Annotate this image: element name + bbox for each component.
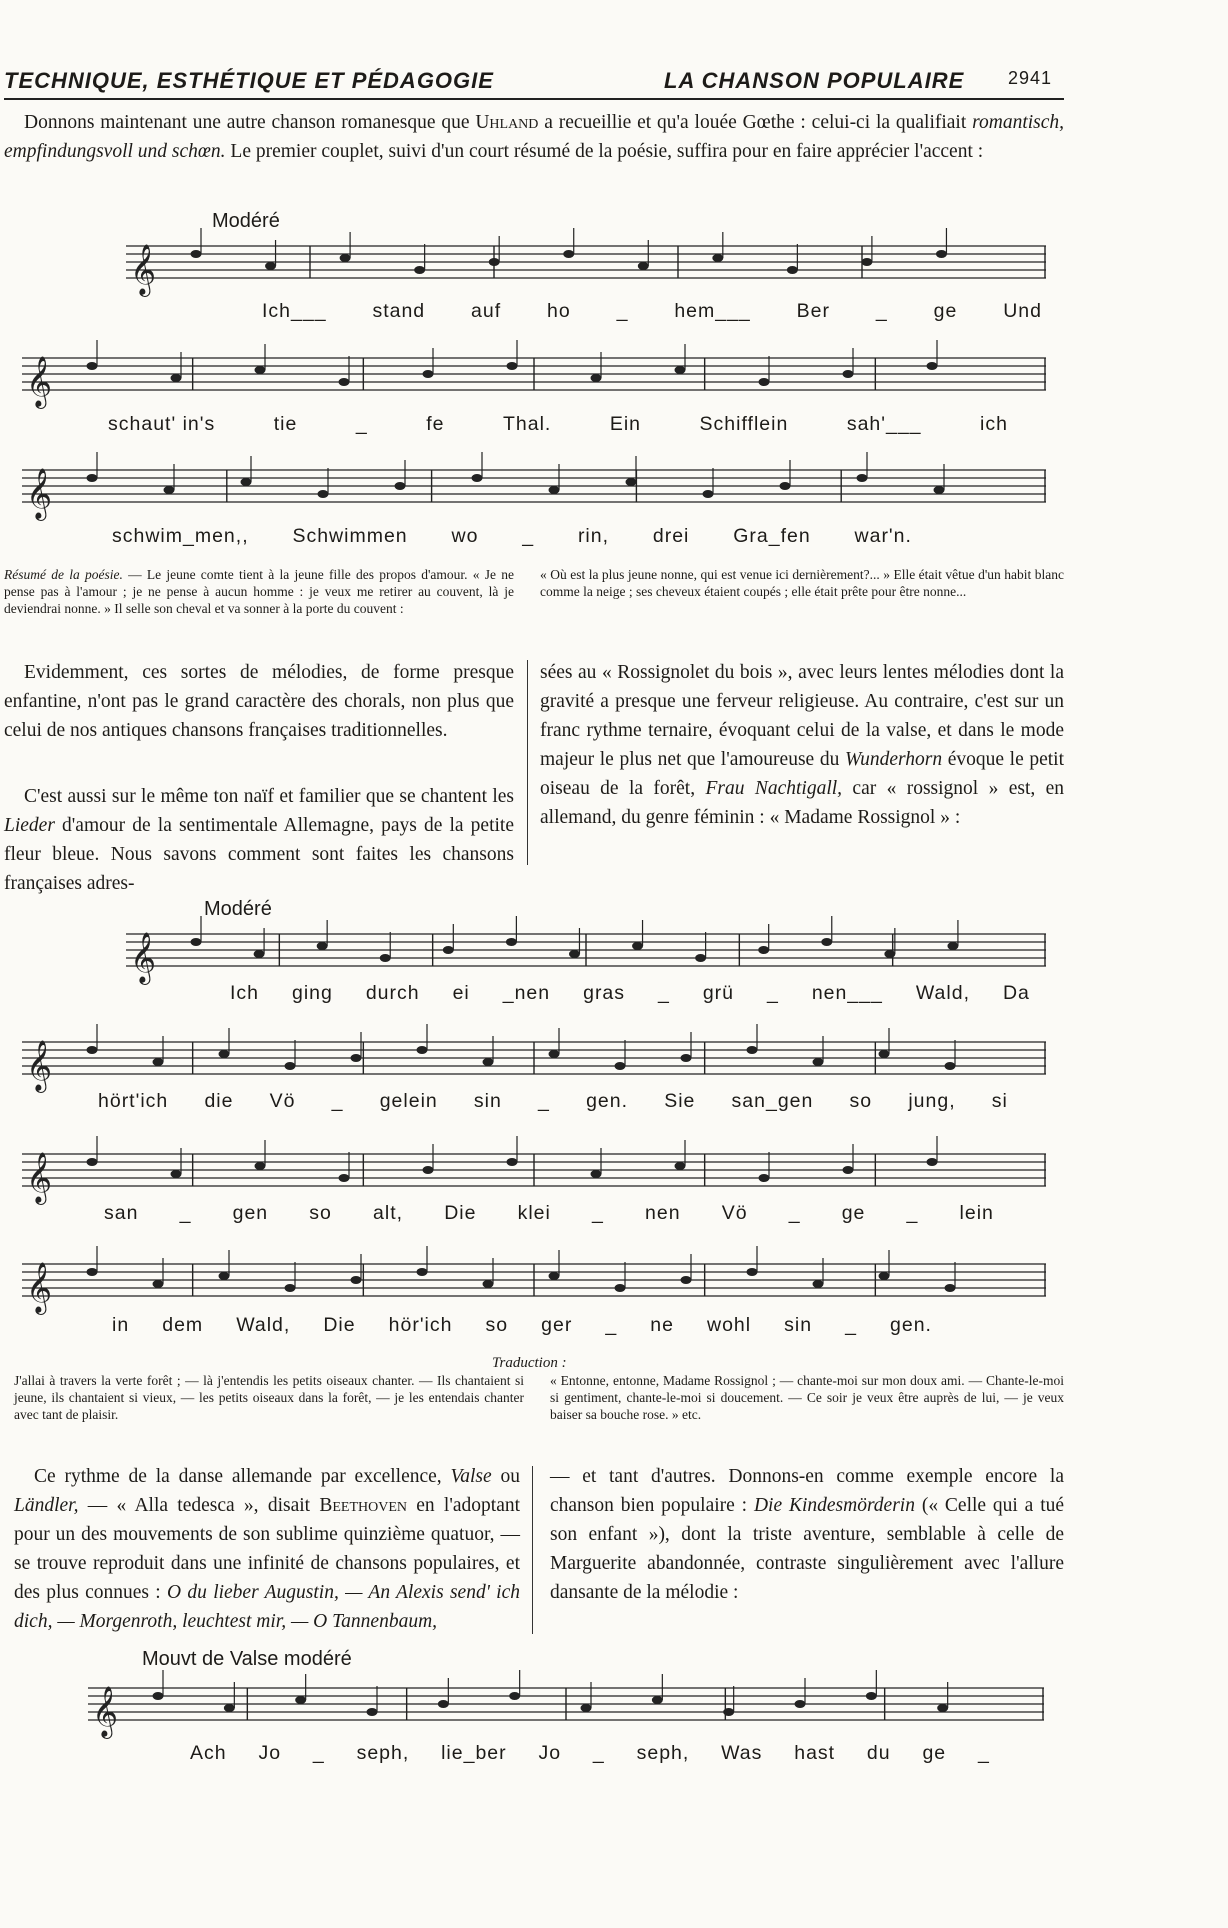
lyric-syllable: ge: [933, 300, 958, 322]
translation-right: « Entonne, entonne, Madame Rossignol ; — chante-moi sur mon doux ami. — Chante-le-moi si gentiment, chante-le-moi si doucement. — Ce soir je veux être auprès de lui, — je veux baiser sa bouche rose. » etc.: [550, 1373, 1064, 1422]
lyric-syllable: so: [849, 1090, 873, 1112]
note-head: [153, 1058, 164, 1066]
lyric-syllable: ger: [541, 1314, 573, 1336]
lyric-syllable: ging: [291, 982, 333, 1004]
lyric-syllable: _: [331, 1090, 344, 1112]
note-head: [549, 1050, 560, 1058]
resume-right: « Où est la plus jeune nonne, qui est venue ici dernièrement?... » Elle était vêtue d'un habit blanc comme la neige ; ses cheveux étaient coupés ; elle était prête pour être nonne...: [540, 567, 1064, 599]
note-head: [821, 938, 832, 946]
note-head: [681, 1054, 692, 1062]
lyric-syllable: _: [788, 1202, 801, 1224]
body2-left-titles: O du lieber Augustin, — An Alexis send' ich dich, — Morgenroth, leuchtest mir, — O Tannenbaum,: [14, 1582, 520, 1632]
note-head: [569, 950, 580, 958]
lyric-syllable: ge: [922, 1742, 947, 1764]
lyric-syllable: _nen: [502, 982, 551, 1004]
note-head: [652, 1696, 663, 1704]
resume-left: [4, 566, 514, 617]
intro-text-1: Donnons maintenant une autre chanson romanesque que: [24, 112, 470, 133]
note-head: [395, 482, 406, 490]
note-head: [509, 1692, 520, 1700]
lyric-syllable: hört'ich: [98, 1090, 169, 1112]
note-head: [380, 954, 391, 962]
lyric-syllable: Wald,: [915, 982, 970, 1004]
music2-staff-1: [126, 926, 1046, 982]
music1-staff-2: [22, 350, 1046, 406]
lyric-syllable: _: [179, 1202, 192, 1224]
music3-tempo: Mouvt de Valse modéré: [142, 1648, 352, 1670]
lyric-syllable: Gra_fen: [733, 525, 811, 547]
lyric-syllable: _: [355, 413, 368, 435]
body2-right: [550, 1462, 1064, 1607]
music2-staff-2: [22, 1034, 1046, 1090]
lyric-syllable: si: [991, 1090, 1008, 1112]
header-rule: [4, 98, 1064, 100]
lyric-syllable: Ich___: [262, 300, 327, 322]
note-head: [703, 490, 714, 498]
note-head: [87, 474, 98, 482]
intro-text-2: a recueillie et qu'a louée Gœthe : celui-ci la qualifiait: [544, 112, 967, 133]
note-head: [241, 478, 252, 486]
lyric-syllable: Ach: [190, 1742, 227, 1764]
lyric-syllable: Die: [323, 1314, 356, 1336]
note-head: [489, 258, 500, 266]
note-head: [945, 1284, 956, 1292]
body2-left-1: Ce rythme de la danse allemande par excellence,: [34, 1466, 442, 1487]
note-head: [937, 1704, 948, 1712]
note-head: [507, 1158, 518, 1166]
lyric-syllable: Vö: [721, 1202, 748, 1224]
body2-left-landler: Ländler,: [14, 1495, 79, 1516]
translation-left: J'allai à travers la verte forêt ; — là j'entendis les petits oiseaux chanter. — Ils chantaient si jeune, ils chantaient si vieux, — les petits oiseaux dans la forêt, — je les entendais chanter avec tant de plaisir.: [14, 1373, 524, 1422]
lyric-syllable: ho: [547, 300, 571, 322]
lyric-syllable: Thal.: [502, 413, 552, 435]
note-head: [681, 1276, 692, 1284]
music2-lyrics-4: [112, 1314, 932, 1337]
note-head: [171, 1170, 182, 1178]
body1-left-p2-c: d'amour de la sentimentale Allemagne, pays de la petite fleur bleue. Nous savons comment sont faites les chansons françaises adres-: [4, 815, 514, 894]
treble-clef-icon: 𝄞: [26, 1152, 53, 1203]
note-head: [191, 250, 202, 258]
lyric-syllable: schaut' in's: [108, 413, 216, 435]
lyric-syllable: wohl: [707, 1314, 752, 1336]
note-head: [164, 486, 175, 494]
note-head: [843, 1166, 854, 1174]
note-head: [153, 1692, 164, 1700]
note-head: [866, 1692, 877, 1700]
translation-heading: Traduction :: [492, 1355, 567, 1371]
lyric-syllable: san: [104, 1202, 139, 1224]
note-head: [723, 1708, 734, 1716]
treble-clef-icon: 𝄞: [26, 356, 53, 407]
intro-paragraph: [4, 108, 1064, 166]
note-head: [414, 266, 425, 274]
lyric-syllable: Sie: [664, 1090, 696, 1112]
music2-staff-3: [22, 1146, 1046, 1202]
lyric-syllable: gen.: [586, 1090, 629, 1112]
note-head: [615, 1284, 626, 1292]
lyric-syllable: ich: [980, 413, 1008, 435]
lyric-syllable: _: [766, 982, 779, 1004]
body2-left-ou: ou: [500, 1466, 521, 1487]
lyric-syllable: _: [875, 300, 888, 322]
body1-right-a: sées au « Rossignolet du bois », avec leurs lentes mélodies dont la gravité a presque une ferveur religieuse. Au contraire, c'est sur un franc rythme ternaire, évoquant celui de la valse, et dans le mode majeur le plus net que l'amoureuse du: [540, 662, 1064, 770]
lyric-syllable: rin,: [577, 525, 610, 547]
lyric-syllable: Ein: [609, 413, 642, 435]
lyric-syllable: Jo: [258, 1742, 282, 1764]
lyric-syllable: Ich: [230, 982, 260, 1004]
music2-staff-4: [22, 1256, 1046, 1312]
note-head: [747, 1268, 758, 1276]
lyric-syllable: durch: [365, 982, 420, 1004]
note-head: [87, 1046, 98, 1054]
note-head: [483, 1280, 494, 1288]
note-head: [795, 1700, 806, 1708]
note-head: [339, 378, 350, 386]
lyric-syllable: _: [906, 1202, 919, 1224]
lyric-syllable: sah'___: [846, 413, 922, 435]
lyric-syllable: so: [485, 1314, 509, 1336]
note-head: [340, 254, 351, 262]
note-head: [759, 378, 770, 386]
note-head: [423, 1166, 434, 1174]
note-head: [861, 258, 872, 266]
lyric-syllable: hast: [794, 1742, 836, 1764]
music3-staff-1: [88, 1680, 1044, 1736]
lyric-syllable: nen: [645, 1202, 681, 1224]
lyric-syllable: in: [112, 1314, 130, 1336]
music1-staff-3: [22, 462, 1046, 518]
lyric-syllable: nen___: [811, 982, 883, 1004]
lyric-syllable: _: [538, 1090, 550, 1112]
lyric-syllable: fe: [426, 413, 445, 435]
music1-tempo: Modéré: [212, 210, 280, 232]
note-head: [638, 262, 649, 270]
note-head: [936, 250, 947, 258]
body1-left-p2: [4, 782, 514, 898]
lyric-syllable: hem___: [674, 300, 751, 322]
lyric-syllable: die: [204, 1090, 234, 1112]
note-head: [549, 1272, 560, 1280]
lyric-syllable: sin: [784, 1314, 813, 1336]
lyric-syllable: auf: [471, 300, 502, 322]
music1-lyrics-2: [108, 413, 1008, 436]
page-number: 2941: [1008, 68, 1053, 88]
note-head: [927, 362, 938, 370]
note-head: [581, 1704, 592, 1712]
note-head: [443, 946, 454, 954]
lyric-syllable: tie: [273, 413, 298, 435]
intro-text-3: Le premier couplet, suivi d'un court résumé de la poésie, suffira pour en faire apprécier l'accent :: [230, 141, 984, 162]
note-head: [506, 938, 517, 946]
lyric-syllable: grü: [702, 982, 735, 1004]
note-head: [675, 1162, 686, 1170]
lyric-syllable: san_gen: [731, 1090, 814, 1112]
note-head: [367, 1708, 378, 1716]
treble-clef-icon: 𝄞: [130, 932, 157, 983]
lyric-syllable: Vö: [269, 1090, 296, 1112]
running-head-left: TECHNIQUE, ESTHÉTIQUE ET PÉDAGOGIE: [4, 68, 494, 93]
lyric-syllable: sin: [473, 1090, 502, 1112]
note-head: [255, 366, 266, 374]
note-head: [219, 1050, 230, 1058]
running-head-right: LA CHANSON POPULAIRE: [664, 68, 965, 93]
body1-right-wunderhorn: Wunderhorn: [844, 749, 943, 770]
lyric-syllable: _: [592, 1742, 605, 1764]
treble-clef-icon: 𝄞: [130, 244, 157, 295]
note-head: [317, 942, 328, 950]
lyric-syllable: seph,: [356, 1742, 410, 1764]
note-head: [758, 946, 769, 954]
resume-label: Résumé de la poésie.: [4, 567, 123, 582]
note-head: [591, 1170, 602, 1178]
note-head: [712, 254, 723, 262]
body2-left-valse: Valse: [450, 1466, 492, 1487]
lyric-syllable: ne: [650, 1314, 674, 1336]
note-head: [591, 374, 602, 382]
note-head: [417, 1268, 428, 1276]
lyric-syllable: dem: [162, 1314, 204, 1336]
lyric-syllable: _: [845, 1314, 857, 1336]
note-head: [285, 1284, 296, 1292]
lyric-syllable: gen: [232, 1202, 269, 1224]
note-head: [153, 1280, 164, 1288]
lyric-syllable: _: [522, 525, 535, 547]
note-head: [351, 1054, 362, 1062]
lyric-syllable: _: [592, 1202, 604, 1224]
treble-clef-icon: 𝄞: [26, 1040, 53, 1091]
lyric-syllable: Schwimmen: [292, 525, 408, 547]
note-head: [507, 362, 518, 370]
note-head: [626, 478, 637, 486]
intro-name-uhland: Uhland: [475, 112, 539, 133]
body1-right-e: car « rossignol » est, en allemand, du genre féminin : « Madame Rossignol » :: [540, 778, 1065, 828]
lyric-syllable: alt,: [373, 1202, 404, 1224]
music2-lyrics-1: [230, 982, 1030, 1005]
body2-left-beethoven: Beethoven: [319, 1495, 407, 1516]
body1-right-c: évoque le petit oiseau de la forêt,: [540, 749, 1065, 799]
note-head: [87, 1158, 98, 1166]
note-head: [549, 486, 560, 494]
body2-left-7: en l'adoptant pour un des mouvements de son sublime quinzième quatuor, — se trouve reproduit dans une infinité de chansons populaires, et des plus connues :: [14, 1495, 521, 1603]
lyric-syllable: so: [309, 1202, 332, 1224]
note-head: [857, 474, 868, 482]
resume-left-text: — Le jeune comte tient à la jeune fille des propos d'amour. « Je ne pense pas à l'amour ; je ne pense à aucun homme : je veux me retirer au couvent, là je deviendrai nonne. » Il selle son cheval et va sonner à la porte du couvent :: [4, 567, 515, 616]
treble-clef-icon: 𝄞: [92, 1686, 119, 1737]
body1-left-p2-lieder: Lieder: [4, 815, 55, 836]
note-head: [947, 942, 958, 950]
note-head: [695, 954, 706, 962]
lyric-syllable: lie_ber: [441, 1742, 507, 1764]
note-head: [884, 950, 895, 958]
body2-right-1: — et tant d'autres. Donnons-en comme exemple encore la chanson bien populaire :: [550, 1466, 1064, 1516]
note-head: [171, 374, 182, 382]
lyric-syllable: hör'ich: [388, 1314, 453, 1336]
lyric-syllable: du: [866, 1742, 891, 1764]
note-head: [219, 1272, 230, 1280]
lyric-syllable: _: [312, 1742, 325, 1764]
body2-left: [14, 1462, 520, 1636]
body1-right-frau-nachtigall: Frau Nachtigall,: [705, 778, 843, 799]
lyric-syllable: ge: [841, 1202, 866, 1224]
column-divider-1: [527, 660, 528, 865]
body2-left-alla-tedesca: — « Alla tedesca », disait: [87, 1495, 311, 1516]
music1-lyrics-1: [262, 300, 1042, 323]
note-head: [843, 370, 854, 378]
treble-clef-icon: 𝄞: [26, 468, 53, 519]
lyric-syllable: Und: [1003, 300, 1042, 322]
lyric-syllable: _: [616, 300, 629, 322]
lyric-syllable: klei: [517, 1202, 551, 1224]
lyric-syllable: schwim_men,,: [112, 525, 249, 547]
body2-right-title: Die Kindesmörderin: [753, 1495, 915, 1516]
note-head: [813, 1058, 824, 1066]
lyric-syllable: war'n.: [854, 525, 912, 547]
lyric-syllable: Schifflein: [699, 413, 789, 435]
lyric-syllable: gen.: [890, 1314, 932, 1336]
note-head: [927, 1158, 938, 1166]
note-head: [351, 1276, 362, 1284]
note-head: [87, 1268, 98, 1276]
note-head: [295, 1696, 306, 1704]
lyric-syllable: wo: [451, 525, 479, 547]
note-head: [780, 482, 791, 490]
note-head: [265, 262, 276, 270]
note-head: [563, 250, 574, 258]
body1-left-p2-a: C'est aussi sur le même ton naïf et familier que se chantent les: [24, 786, 514, 807]
note-head: [438, 1700, 449, 1708]
note-head: [417, 1046, 428, 1054]
note-head: [285, 1062, 296, 1070]
note-head: [224, 1704, 235, 1712]
body1-left-p1: Evidemment, ces sortes de mélodies, de forme presque enfantine, n'ont pas le grand caractère des chorals, non plus que celui de nos antiques chansons françaises traditionnelles.: [4, 662, 514, 741]
note-head: [472, 474, 483, 482]
note-head: [318, 490, 329, 498]
note-head: [191, 938, 202, 946]
lyric-syllable: _: [658, 982, 670, 1004]
note-head: [747, 1046, 758, 1054]
lyric-syllable: Jo: [538, 1742, 562, 1764]
lyric-syllable: gelein: [379, 1090, 438, 1112]
note-head: [254, 950, 265, 958]
lyric-syllable: Was: [721, 1742, 763, 1764]
note-head: [879, 1272, 890, 1280]
lyric-syllable: jung,: [908, 1090, 956, 1112]
note-head: [423, 370, 434, 378]
note-head: [934, 486, 945, 494]
music2-tempo: Modéré: [204, 898, 272, 920]
body1-right: [540, 658, 1064, 832]
body2-right-3: (« Celle qui a tué son enfant »), dont la triste aventure, semblable à celle de Marguerite abandonnée, contraste singulièrement avec l'allure dansante de la mélodie :: [550, 1495, 1065, 1603]
music2-lyrics-2: [98, 1090, 1008, 1113]
note-head: [632, 942, 643, 950]
lyric-syllable: Die: [444, 1202, 477, 1224]
lyric-syllable: _: [977, 1742, 990, 1764]
music1-lyrics-3: [112, 525, 912, 548]
note-head: [675, 366, 686, 374]
note-head: [945, 1062, 956, 1070]
lyric-syllable: Ber: [796, 300, 831, 322]
treble-clef-icon: 𝄞: [26, 1262, 53, 1313]
lyric-syllable: drei: [652, 525, 690, 547]
note-head: [813, 1280, 824, 1288]
music3-lyrics-1: [190, 1742, 990, 1765]
note-head: [787, 266, 798, 274]
note-head: [879, 1050, 890, 1058]
note-head: [759, 1174, 770, 1182]
note-head: [483, 1058, 494, 1066]
lyric-syllable: ei: [452, 982, 470, 1004]
note-head: [615, 1062, 626, 1070]
music1-staff-1: [126, 238, 1046, 294]
lyric-syllable: stand: [372, 300, 426, 322]
lyric-syllable: gras: [583, 982, 626, 1004]
lyric-syllable: seph,: [636, 1742, 690, 1764]
lyric-syllable: Wald,: [236, 1314, 291, 1336]
column-divider-2: [532, 1466, 533, 1634]
lyric-syllable: Da: [1002, 982, 1030, 1004]
lyric-syllable: _: [605, 1314, 618, 1336]
note-head: [339, 1174, 350, 1182]
music2-lyrics-3: [104, 1202, 994, 1225]
lyric-syllable: lein: [959, 1202, 994, 1224]
note-head: [255, 1162, 266, 1170]
note-head: [87, 362, 98, 370]
intro-quote-german: romantisch, empfindungsvoll und schœn.: [4, 112, 1065, 162]
